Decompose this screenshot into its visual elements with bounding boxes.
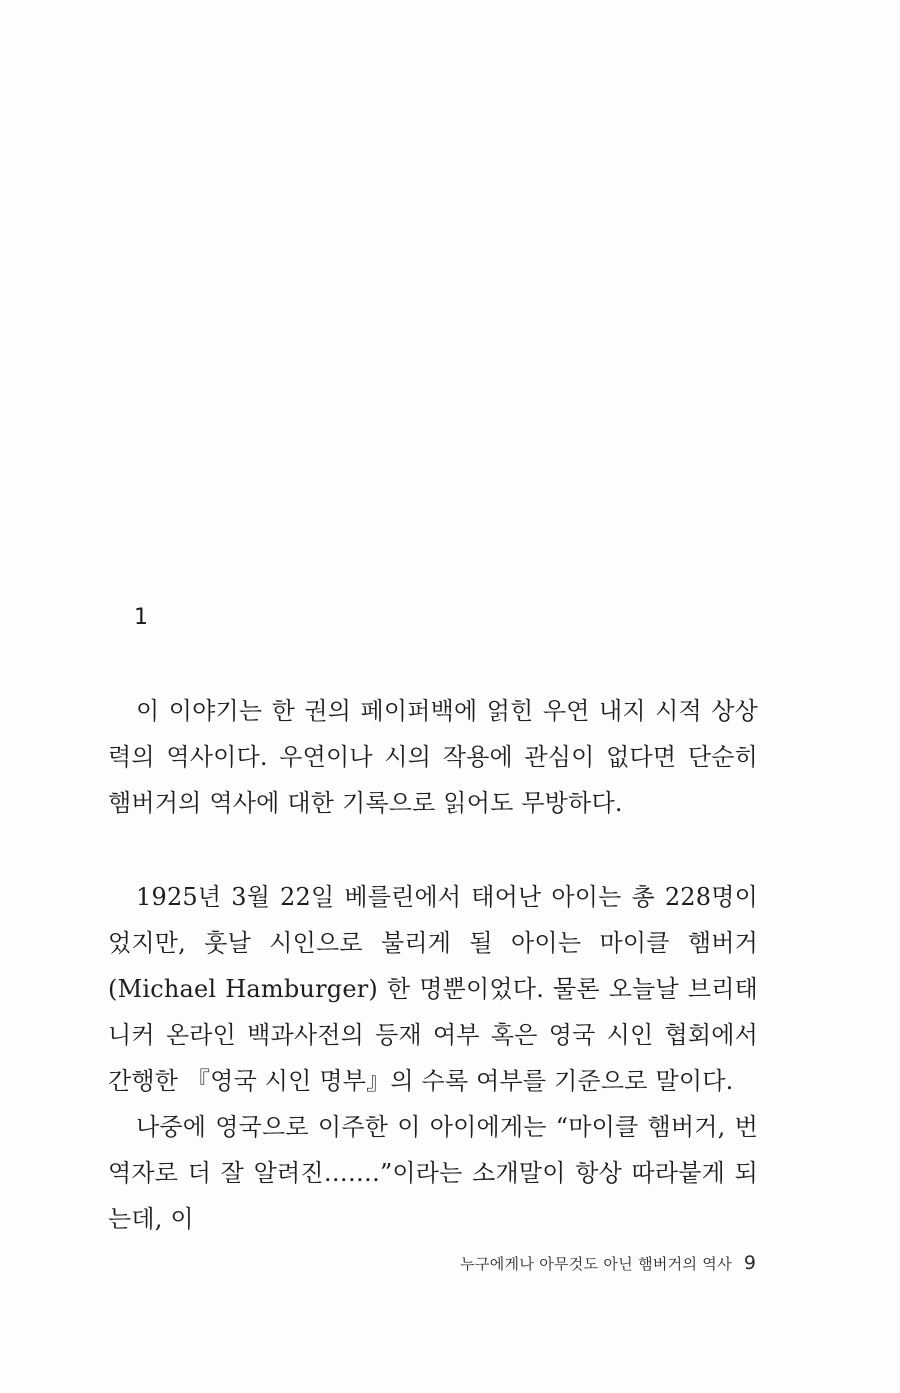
chapter-number: 1	[134, 605, 148, 630]
body-text-section-2	[108, 874, 758, 1242]
paragraph: 나중에 영국으로 이주한 이 아이에게는 “마이클 햄버거, 번역자로 더 잘 알려진…….”이라는 소개말이 항상 따라붙게 되는데, 이	[108, 1113, 758, 1233]
paragraph: 1925년 3월 22일 베를린에서 태어난 아이는 총 228명이었지만, 훗날 시인으로 불리게 될 아이는 마이클 햄버거(Michael Hamburger) 한 명뿐이었다. 물론 오늘날 브리태니커 온라인 백과사전의 등재 여부 혹은 영국 시인 협회에서 간행한 『영국 시인 명부』의 수록 여부를 기준으로 말이다.	[108, 883, 758, 1095]
body-text-section-1	[108, 688, 758, 826]
running-title: 누구에게나 아무것도 아닌 햄버거의 역사	[460, 1255, 732, 1273]
page-footer	[460, 1252, 756, 1274]
paragraph: 이 이야기는 한 권의 페이퍼백에 얽힌 우연 내지 시적 상상력의 역사이다. 우연이나 시의 작용에 관심이 없다면 단순히 햄버거의 역사에 대한 기록으로 읽어도 무방하다.	[108, 697, 758, 817]
page-number: 9	[743, 1252, 756, 1274]
